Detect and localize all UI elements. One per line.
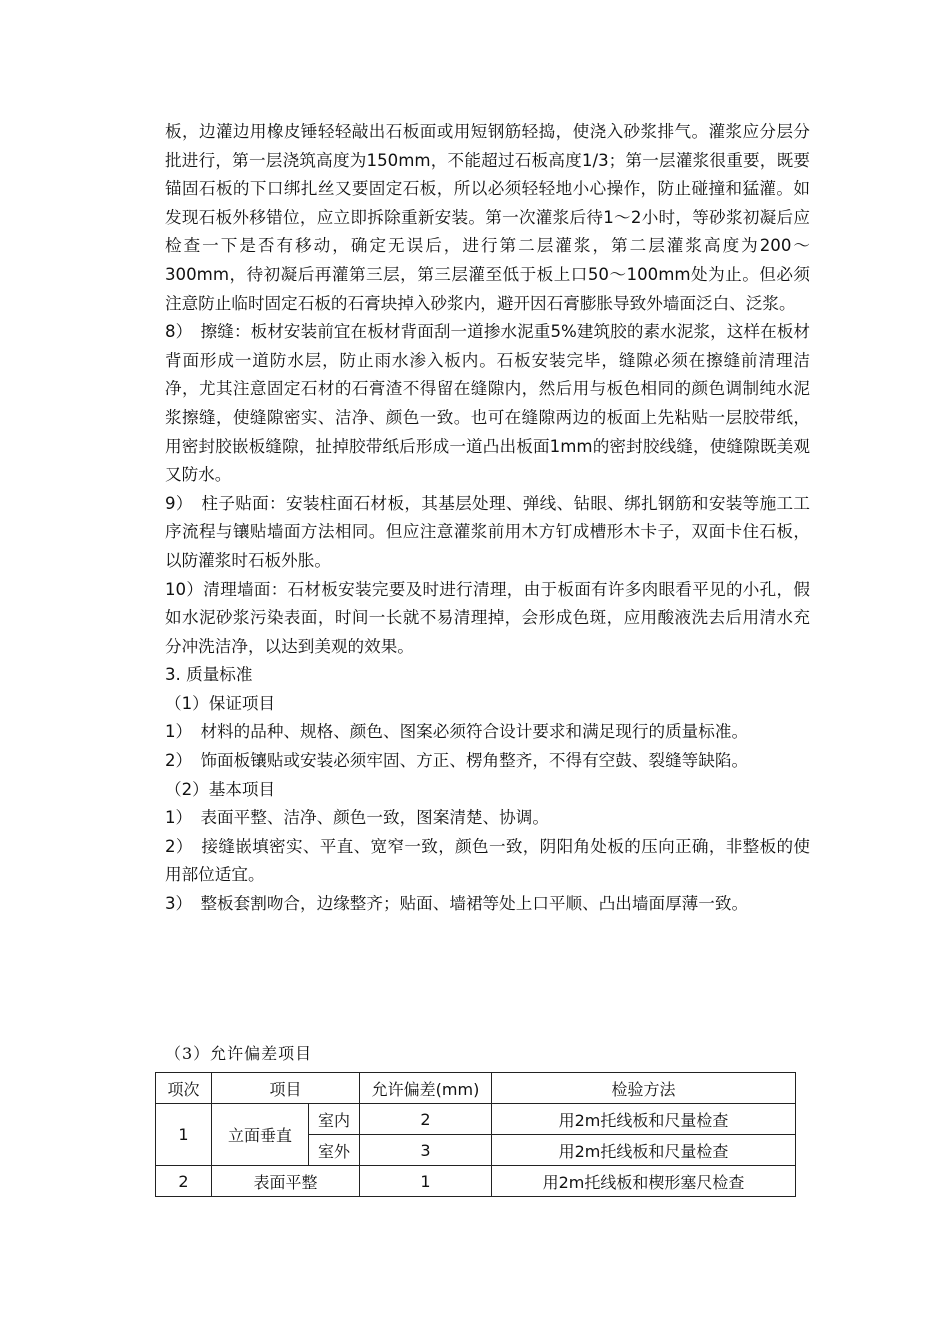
row-sub: 室外 [309, 1135, 360, 1166]
basic-item-3: 3） 整板套割吻合，边缘整齐；贴面、墙裙等处上口平顺、凸出墙面厚薄一致。 [165, 894, 749, 914]
tolerance-table [155, 1072, 796, 1197]
row-method: 用2m托线板和楔形塞尺检查 [492, 1166, 796, 1197]
section-heading-quality: 3. 质量标准 [165, 665, 253, 685]
row-tolerance: 1 [360, 1166, 492, 1197]
row-no: 2 [156, 1166, 212, 1197]
table-row [156, 1104, 796, 1135]
table-header-row [156, 1073, 796, 1104]
subheading-basic: （2）基本项目 [165, 779, 276, 799]
subheading-guarantee: （1）保证项目 [165, 693, 276, 713]
header-item: 项目 [212, 1073, 360, 1104]
row-tolerance: 3 [360, 1135, 492, 1166]
guarantee-item-2: 2） 饰面板镶贴或安装必须牢固、方正、楞角整齐，不得有空鼓、裂缝等缺陷。 [165, 751, 749, 771]
row-method: 用2m托线板和尺量检查 [492, 1135, 796, 1166]
paragraph-joint-wiping: 8） 擦缝：板材安装前宜在板材背面刮一道掺水泥重5%建筑胶的素水泥浆，这样在板材背面形成一道防水层，防止雨水渗入板内。石板安装完毕，缝隙必须在擦缝前清理洁净，尤其注意固定石材的石膏渣不得留在缝隙内，然后用与板色相同的颜色调制纯水泥浆擦缝，使缝隙密实、洁净、颜色一致。也可在缝隙两边的板面上先粘贴一层胶带纸，用密封胶嵌板缝隙，扯掉胶带纸后形成一道凸出板面1mm的密封胶线缝，使缝隙既美观又防水。 [165, 322, 810, 485]
row-no: 1 [156, 1104, 212, 1166]
basic-item-2: 2） 接缝嵌填密实、平直、宽窄一致，颜色一致，阴阳角处板的压向正确，非整板的使用部位适宜。 [165, 836, 810, 885]
header-no: 项次 [156, 1073, 212, 1104]
paragraph-wall-cleaning: 10）清理墙面：石材板安装完要及时进行清理，由于板面有许多肉眼看平见的小孔，假如水泥砂浆污染表面，时间一长就不易清理掉，会形成色斑，应用酸液洗去后用清水充分冲洗洁净，以达到美观的效果。 [165, 579, 810, 656]
guarantee-item-1: 1） 材料的品种、规格、颜色、图案必须符合设计要求和满足现行的质量标准。 [165, 722, 749, 742]
table-caption: （3）允许偏差项目 [165, 1044, 313, 1063]
header-method: 检验方法 [492, 1073, 796, 1104]
row-item: 立面垂直 [212, 1104, 309, 1166]
row-item: 表面平整 [212, 1166, 360, 1197]
basic-item-1: 1） 表面平整、洁净、颜色一致，图案清楚、协调。 [165, 808, 549, 828]
body-text [165, 118, 810, 919]
paragraph-grouting: 板，边灌边用橡皮锤轻轻敲出石板面或用短钢筋轻捣，使浇入砂浆排气。灌浆应分层分批进行，第一层浇筑高度为150mm，不能超过石板高度1/3；第一层灌浆很重要，既要锚固石板的下口绑扎丝又要固定石板，所以必须轻轻地小心操作，防止碰撞和猛灌。如发现石板外移错位，应立即拆除重新安装。第一次灌浆后待1～2小时，等砂浆初凝后应检查一下是否有移动，确定无误后，进行第二层灌浆，第二层灌浆高度为200～300mm，待初凝后再灌第三层，第三层灌至低于板上口50～100mm处为止。但必须注意防止临时固定石板的石膏块掉入砂浆内，避开因石膏膨胀导致外墙面泛白、泛浆。 [165, 122, 810, 313]
row-tolerance: 2 [360, 1104, 492, 1135]
header-tolerance: 允许偏差(mm) [360, 1073, 492, 1104]
table-row [156, 1166, 796, 1197]
paragraph-column-facing: 9） 柱子贴面：安装柱面石材板，其基层处理、弹线、钻眼、绑扎钢筋和安装等施工工序流程与镶贴墙面方法相同。但应注意灌浆前用木方钉成槽形木卡子，双面卡住石板，以防灌浆时石板外胀。 [165, 493, 810, 570]
row-sub: 室内 [309, 1104, 360, 1135]
row-method: 用2m托线板和尺量检查 [492, 1104, 796, 1135]
